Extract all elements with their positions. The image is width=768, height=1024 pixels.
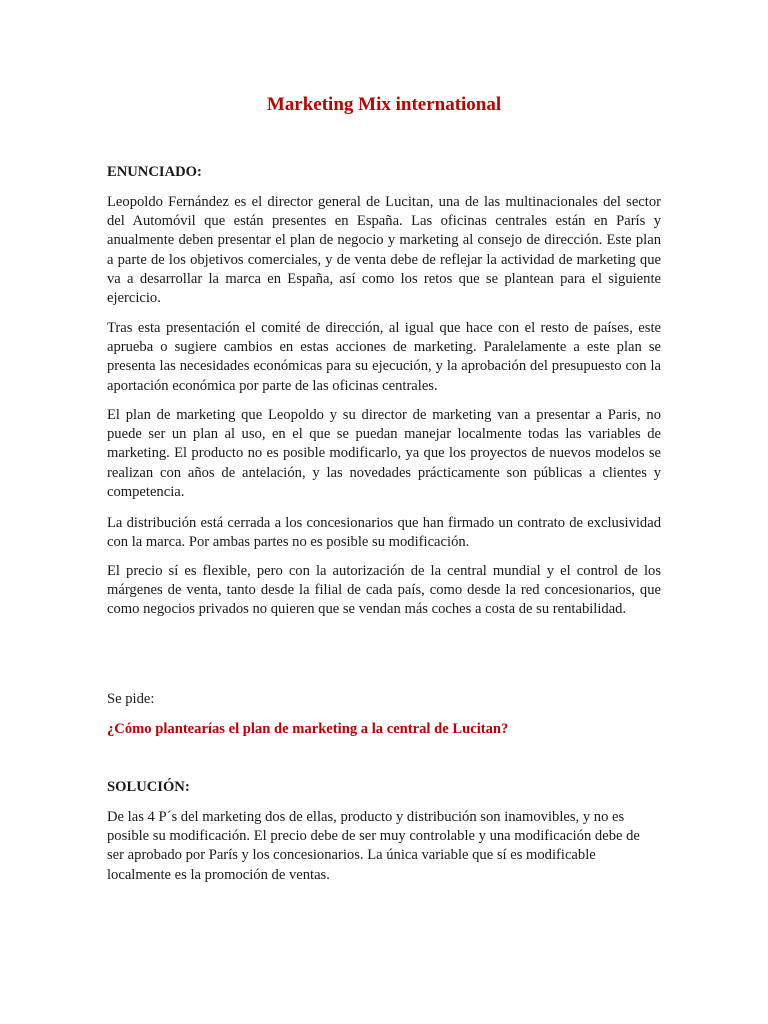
solucion-paragraph: De las 4 P´s del marketing dos de ellas, producto y distribución son inamovibles, y no es posible su modificación. El precio debe de ser muy controlable y una modificación debe de ser aprobado por París y los concesionarios. La única variable que sí es modificable localmente es la promoción de ventas.: [107, 809, 640, 883]
paragraph-1: Leopoldo Fernández es el director general de Lucitan, una de las multinacionales del sector del Automóvil que están presentes en España. Las oficinas centrales están en París y anualmente deben presentar el plan de negocio y marketing al consejo de dirección. Este plan a parte de los objetivos comerciales, y de venta debe de reflejar la actividad de marketing que va a desarrollar la marca en España, así como los retos que se plantean para el siguiente ejercicio.: [107, 194, 661, 307]
paragraph-5: El precio sí es flexible, pero con la autorización de la central mundial y el control de los márgenes de venta, tanto desde la filial de cada país, como desde la red concesionarios, que como negocios privados no quieren que se vendan más coches a costa de su rentabilidad.: [107, 563, 661, 618]
paragraph-3: El plan de marketing que Leopoldo y su director de marketing van a presentar a Paris, no puede ser un plan al uso, en el que se puedan manejar localmente todas las variables de marketing. El producto no es posible modificarlo, ya que los proyectos de nuevos modelos se realizan con años de antelación, y las novedades prácticamente son públicas a clientes y competencia.: [107, 407, 661, 500]
paragraph-4: La distribución está cerrada a los concesionarios que han firmado un contrato de exclusividad con la marca. Por ambas partes no es posible su modificación.: [107, 515, 661, 551]
solucion-heading: SOLUCIÓN:: [107, 779, 190, 795]
document-title: Marketing Mix international: [266, 94, 502, 115]
paragraph-2: Tras esta presentación el comité de dirección, al igual que hace con el resto de países, este aprueba o sugiere cambios en estas acciones de marketing. Paralelamente a este plan se presenta las necesidades económicas para su ejecución, y la aprobación del presupuesto con la aportación económica por parte de las oficinas centrales.: [107, 320, 661, 394]
question-text: ¿Cómo plantearías el plan de marketing a la central de Lucitan?: [107, 721, 509, 737]
enunciado-heading: ENUNCIADO:: [107, 164, 202, 180]
se-pide-label: Se pide:: [107, 691, 155, 707]
